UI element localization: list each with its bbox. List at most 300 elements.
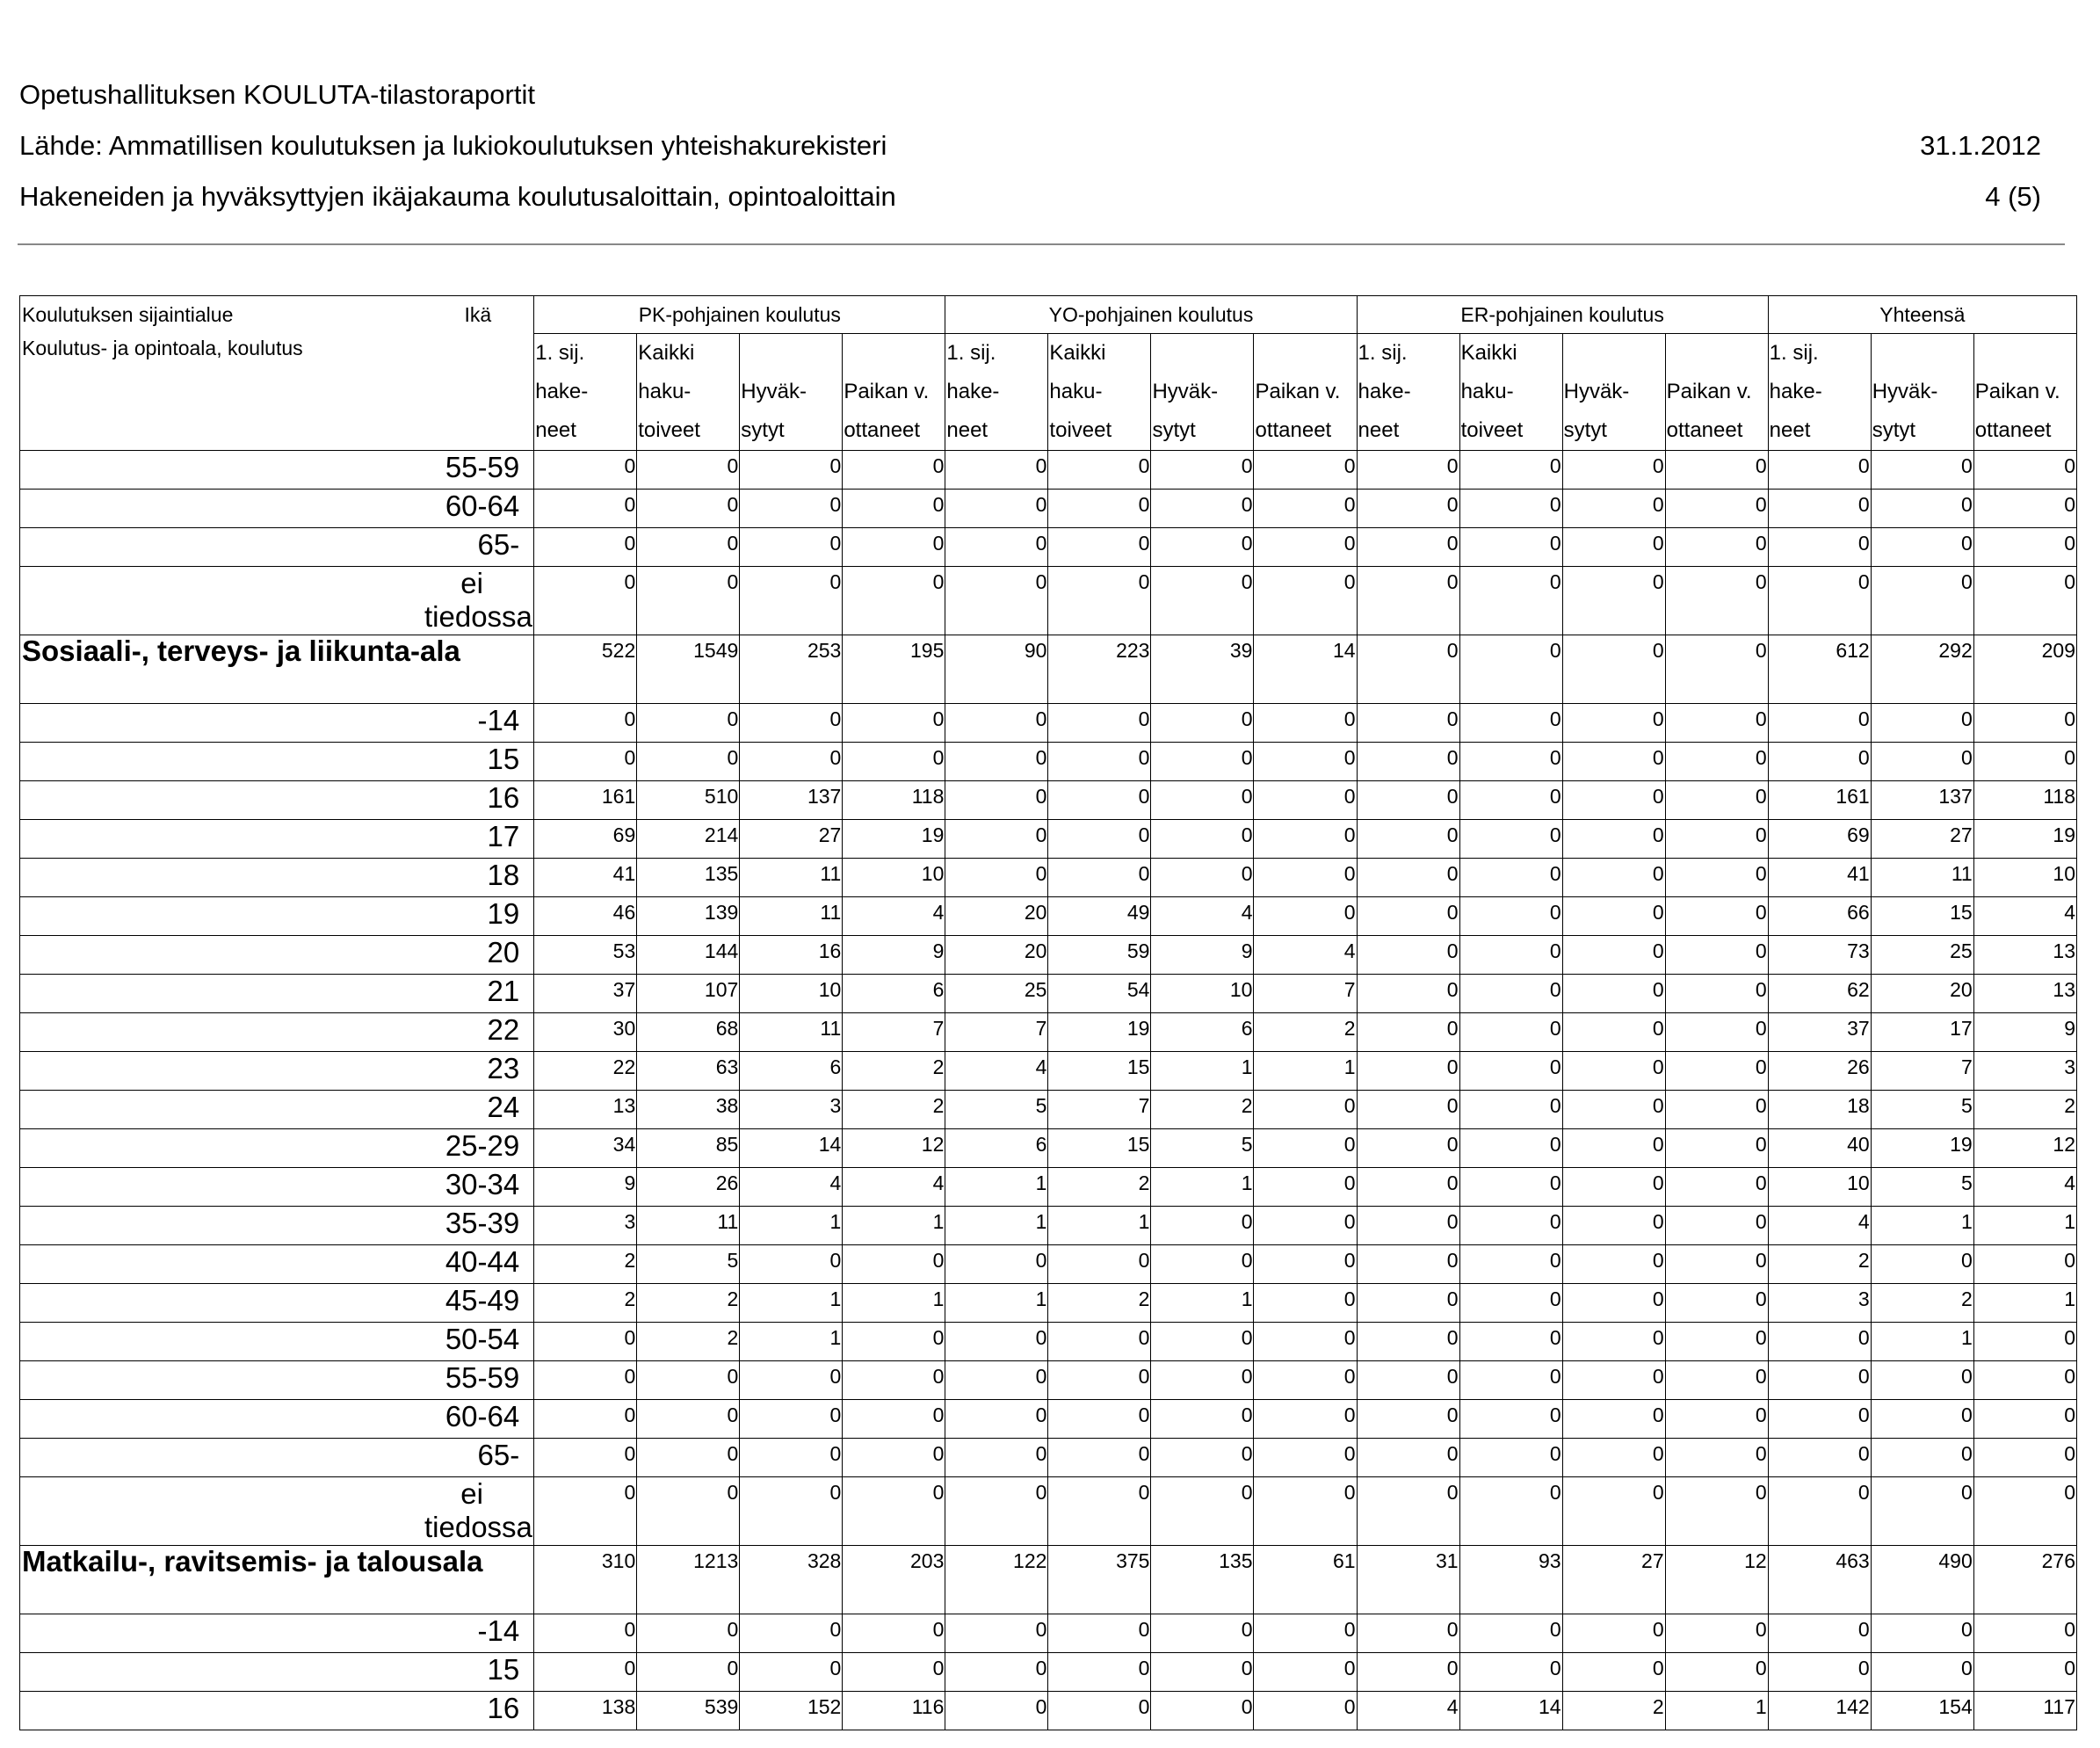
sub-header-paikan-ottaneet-line: Paikan v. — [1666, 380, 1752, 403]
table-row — [20, 1129, 2077, 1168]
value-cell: 0 — [1665, 1323, 1768, 1361]
value-cell: 0 — [1459, 1361, 1562, 1400]
value-cell: 20 — [945, 897, 1048, 936]
age-label: 65- — [20, 1439, 534, 1477]
value-cell: 0 — [637, 743, 740, 781]
value-cell: 25 — [945, 975, 1048, 1013]
value-cell: 510 — [637, 781, 740, 820]
value-cell: 161 — [1768, 781, 1871, 820]
value-cell: 0 — [740, 1400, 843, 1439]
report-table — [19, 295, 2077, 1730]
value-cell: 0 — [1459, 1439, 1562, 1477]
value-cell: 0 — [1151, 859, 1254, 897]
value-cell: 10 — [1973, 859, 2076, 897]
value-cell: 0 — [1562, 1361, 1665, 1400]
value-cell: 0 — [1151, 1361, 1254, 1400]
value-cell: 0 — [1768, 1400, 1871, 1439]
value-cell: 0 — [1665, 567, 1768, 635]
value-cell: 0 — [1562, 1052, 1665, 1091]
age-label: 16 — [20, 1692, 534, 1730]
value-cell: 10 — [1768, 1168, 1871, 1207]
value-cell: 1 — [740, 1207, 843, 1245]
value-cell: 0 — [1665, 704, 1768, 743]
value-cell: 0 — [1254, 1361, 1357, 1400]
value-cell: 0 — [1048, 1361, 1151, 1400]
value-cell: 0 — [1562, 1013, 1665, 1052]
value-cell: 6 — [740, 1052, 843, 1091]
sub-header-paikan-ottaneet — [843, 334, 945, 451]
value-cell: 2 — [534, 1245, 637, 1284]
value-cell: 0 — [843, 528, 945, 567]
value-cell: 122 — [945, 1546, 1048, 1614]
value-cell: 1 — [740, 1323, 843, 1361]
value-cell: 0 — [1459, 635, 1562, 704]
value-cell: 0 — [1151, 490, 1254, 528]
value-cell: 0 — [1151, 820, 1254, 859]
value-cell: 1 — [1151, 1284, 1254, 1323]
value-cell: 0 — [945, 490, 1048, 528]
value-cell: 3 — [740, 1091, 843, 1129]
value-cell: 0 — [1151, 451, 1254, 490]
value-cell: 2 — [1871, 1284, 1973, 1323]
value-cell: 1 — [1151, 1168, 1254, 1207]
header-divider — [18, 243, 2065, 245]
table-row — [20, 1284, 2077, 1323]
value-cell: 0 — [1768, 1323, 1871, 1361]
value-cell: 2 — [1768, 1245, 1871, 1284]
value-cell: 0 — [1665, 1129, 1768, 1168]
value-cell: 0 — [1048, 490, 1151, 528]
value-cell: 93 — [1459, 1546, 1562, 1614]
value-cell: 0 — [945, 743, 1048, 781]
value-cell: 0 — [843, 1361, 945, 1400]
value-cell: 138 — [534, 1692, 637, 1730]
value-cell: 137 — [740, 781, 843, 820]
sub-header-hakutoiveet-line: haku- — [1049, 380, 1103, 403]
sub-header-hakeneet-line: hake- — [535, 380, 589, 403]
value-cell: 0 — [1562, 528, 1665, 567]
value-cell: 0 — [1357, 451, 1459, 490]
value-cell: 0 — [740, 1653, 843, 1692]
value-cell: 0 — [1768, 1439, 1871, 1477]
value-cell: 0 — [1357, 1245, 1459, 1284]
value-cell: 9 — [534, 1168, 637, 1207]
value-cell: 0 — [740, 1439, 843, 1477]
value-cell: 0 — [1871, 451, 1973, 490]
value-cell: 0 — [1768, 1653, 1871, 1692]
value-cell: 0 — [1665, 743, 1768, 781]
value-cell: 209 — [1973, 635, 2076, 704]
value-cell: 0 — [534, 451, 637, 490]
value-cell: 0 — [843, 1439, 945, 1477]
value-cell: 154 — [1871, 1692, 1973, 1730]
value-cell: 4 — [1973, 1168, 2076, 1207]
value-cell: 1 — [1048, 1207, 1151, 1245]
value-cell: 0 — [637, 1653, 740, 1692]
value-cell: 0 — [1562, 1207, 1665, 1245]
age-label: ei tiedossa — [20, 567, 534, 635]
value-cell: 0 — [1871, 1653, 1973, 1692]
age-label: 30-34 — [20, 1168, 534, 1207]
value-cell: 0 — [945, 1245, 1048, 1284]
value-cell: 1 — [740, 1284, 843, 1323]
value-cell: 0 — [740, 1614, 843, 1653]
age-label: 19 — [20, 897, 534, 936]
age-label: 45-49 — [20, 1284, 534, 1323]
value-cell: 152 — [740, 1692, 843, 1730]
value-cell: 0 — [1151, 1207, 1254, 1245]
table-row — [20, 1323, 2077, 1361]
value-cell: 0 — [945, 451, 1048, 490]
group-header-yo: YO-pohjainen koulutus — [945, 296, 1357, 334]
sub-header-hakeneet-line: neet — [535, 418, 576, 442]
value-cell: 276 — [1973, 1546, 2076, 1614]
value-cell: 310 — [534, 1546, 637, 1614]
sub-header-paikan-ottaneet-line: Paikan v. — [1255, 380, 1341, 403]
value-cell: 0 — [1048, 567, 1151, 635]
value-cell: 15 — [1048, 1052, 1151, 1091]
value-cell: 4 — [1151, 897, 1254, 936]
value-cell: 0 — [1871, 567, 1973, 635]
value-cell: 161 — [534, 781, 637, 820]
age-label: 60-64 — [20, 1400, 534, 1439]
table-row — [20, 1692, 2077, 1730]
value-cell: 0 — [534, 1477, 637, 1546]
value-cell: 1 — [945, 1207, 1048, 1245]
table-body — [20, 451, 2077, 1730]
value-cell: 0 — [1048, 1323, 1151, 1361]
value-cell: 135 — [1151, 1546, 1254, 1614]
value-cell: 0 — [1871, 743, 1973, 781]
age-label: 55-59 — [20, 1361, 534, 1400]
age-label: 55-59 — [20, 451, 534, 490]
value-cell: 6 — [843, 975, 945, 1013]
value-cell: 139 — [637, 897, 740, 936]
value-cell: 0 — [534, 1439, 637, 1477]
value-cell: 0 — [1254, 1245, 1357, 1284]
value-cell: 0 — [945, 567, 1048, 635]
value-cell: 4 — [1357, 1692, 1459, 1730]
value-cell: 0 — [534, 567, 637, 635]
value-cell: 0 — [1665, 936, 1768, 975]
value-cell: 0 — [637, 567, 740, 635]
value-cell: 0 — [1665, 1477, 1768, 1546]
value-cell: 1 — [843, 1284, 945, 1323]
value-cell: 0 — [1973, 704, 2076, 743]
value-cell: 1 — [945, 1284, 1048, 1323]
value-cell: 0 — [1562, 1168, 1665, 1207]
table-row — [20, 1400, 2077, 1439]
value-cell: 0 — [1973, 1361, 2076, 1400]
value-cell: 0 — [1048, 1692, 1151, 1730]
value-cell: 0 — [1357, 1284, 1459, 1323]
value-cell: 0 — [843, 451, 945, 490]
sub-header-hakeneet-line: 1. sij. — [946, 341, 996, 365]
value-cell: 0 — [1254, 1653, 1357, 1692]
value-cell: 612 — [1768, 635, 1871, 704]
group-header-pk: PK-pohjainen koulutus — [534, 296, 945, 334]
group-header-er: ER-pohjainen koulutus — [1357, 296, 1768, 334]
value-cell: 0 — [1048, 1614, 1151, 1653]
value-cell: 137 — [1871, 781, 1973, 820]
value-cell: 0 — [1871, 528, 1973, 567]
value-cell: 0 — [1665, 1361, 1768, 1400]
value-cell: 0 — [534, 528, 637, 567]
value-cell: 0 — [1665, 1168, 1768, 1207]
value-cell: 4 — [843, 897, 945, 936]
value-cell: 0 — [1048, 1653, 1151, 1692]
value-cell: 0 — [945, 1361, 1048, 1400]
value-cell: 9 — [843, 936, 945, 975]
table-row — [20, 1207, 2077, 1245]
value-cell: 0 — [1254, 567, 1357, 635]
sub-header-hakeneet — [945, 334, 1048, 451]
value-cell: 34 — [534, 1129, 637, 1168]
value-cell: 0 — [1973, 490, 2076, 528]
table-row — [20, 743, 2077, 781]
value-cell: 0 — [1357, 1168, 1459, 1207]
value-cell: 0 — [1357, 1439, 1459, 1477]
value-cell: 0 — [1151, 1692, 1254, 1730]
value-cell: 0 — [1151, 1477, 1254, 1546]
value-cell: 12 — [1973, 1129, 2076, 1168]
age-label: -14 — [20, 704, 534, 743]
value-cell: 3 — [1973, 1052, 2076, 1091]
table-row — [20, 1091, 2077, 1129]
corner-line1: Koulutuksen sijaintialue — [22, 303, 234, 326]
value-cell: 203 — [843, 1546, 945, 1614]
value-cell: 0 — [1254, 704, 1357, 743]
value-cell: 0 — [1562, 1091, 1665, 1129]
age-label: 40-44 — [20, 1245, 534, 1284]
value-cell: 0 — [1357, 1323, 1459, 1361]
table-row — [20, 1653, 2077, 1692]
value-cell: 0 — [1459, 743, 1562, 781]
value-cell: 69 — [534, 820, 637, 859]
value-cell: 85 — [637, 1129, 740, 1168]
value-cell: 0 — [1768, 704, 1871, 743]
value-cell: 0 — [1254, 743, 1357, 781]
value-cell: 0 — [1254, 451, 1357, 490]
value-cell: 0 — [1254, 1129, 1357, 1168]
value-cell: 19 — [1048, 1013, 1151, 1052]
value-cell: 41 — [534, 859, 637, 897]
value-cell: 0 — [1871, 1245, 1973, 1284]
table-row — [20, 1168, 2077, 1207]
value-cell: 0 — [1459, 1013, 1562, 1052]
value-cell: 0 — [1151, 781, 1254, 820]
value-cell: 0 — [1973, 1245, 2076, 1284]
value-cell: 0 — [1357, 1361, 1459, 1400]
value-cell: 0 — [1254, 820, 1357, 859]
value-cell: 0 — [1048, 1439, 1151, 1477]
value-cell: 117 — [1973, 1692, 2076, 1730]
sub-header-hakutoiveet-line: toiveet — [1049, 418, 1112, 442]
value-cell: 59 — [1048, 936, 1151, 975]
value-cell: 0 — [1254, 859, 1357, 897]
value-cell: 0 — [1357, 859, 1459, 897]
age-label: 60-64 — [20, 490, 534, 528]
value-cell: 0 — [1665, 490, 1768, 528]
value-cell: 2 — [637, 1284, 740, 1323]
value-cell: 0 — [1048, 781, 1151, 820]
value-cell: 0 — [1973, 1400, 2076, 1439]
value-cell: 0 — [1871, 704, 1973, 743]
group-row — [20, 1546, 2077, 1614]
age-label: 65- — [20, 528, 534, 567]
value-cell: 0 — [740, 451, 843, 490]
value-cell: 195 — [843, 635, 945, 704]
value-cell: 0 — [637, 1439, 740, 1477]
value-cell: 19 — [1871, 1129, 1973, 1168]
sub-header-hyvaksytyt-line: sytyt — [1563, 418, 1607, 442]
value-cell: 0 — [1562, 743, 1665, 781]
age-label: 15 — [20, 743, 534, 781]
age-label: 25-29 — [20, 1129, 534, 1168]
age-label: ei tiedossa — [20, 1477, 534, 1546]
value-cell: 10 — [740, 975, 843, 1013]
value-cell: 1 — [1973, 1207, 2076, 1245]
value-cell: 12 — [1665, 1546, 1768, 1614]
value-cell: 0 — [1768, 490, 1871, 528]
value-cell: 14 — [1254, 635, 1357, 704]
table-row — [20, 1245, 2077, 1284]
value-cell: 375 — [1048, 1546, 1151, 1614]
value-cell: 0 — [1254, 897, 1357, 936]
value-cell: 118 — [1973, 781, 2076, 820]
value-cell: 522 — [534, 635, 637, 704]
value-cell: 135 — [637, 859, 740, 897]
value-cell: 0 — [1768, 1614, 1871, 1653]
value-cell: 0 — [1048, 1477, 1151, 1546]
value-cell: 0 — [945, 781, 1048, 820]
value-cell: 490 — [1871, 1546, 1973, 1614]
value-cell: 223 — [1048, 635, 1151, 704]
value-cell: 0 — [945, 1692, 1048, 1730]
value-cell: 0 — [1562, 567, 1665, 635]
table-row — [20, 451, 2077, 490]
value-cell: 0 — [1973, 1439, 2076, 1477]
table-row — [20, 528, 2077, 567]
value-cell: 0 — [1562, 820, 1665, 859]
value-cell: 6 — [945, 1129, 1048, 1168]
value-cell: 0 — [1151, 1439, 1254, 1477]
value-cell: 0 — [1151, 1653, 1254, 1692]
value-cell: 0 — [945, 820, 1048, 859]
value-cell: 26 — [1768, 1052, 1871, 1091]
value-cell: 0 — [740, 567, 843, 635]
value-cell: 0 — [1562, 635, 1665, 704]
report-source: Lähde: Ammatillisen koulutuksen ja lukiokoulutuksen yhteishakurekisteri — [19, 130, 887, 161]
value-cell: 4 — [1254, 936, 1357, 975]
value-cell: 0 — [1973, 1614, 2076, 1653]
value-cell: 20 — [1871, 975, 1973, 1013]
sub-header-hyvaksytyt-line: sytyt — [741, 418, 785, 442]
value-cell: 69 — [1768, 820, 1871, 859]
value-cell: 90 — [945, 635, 1048, 704]
value-cell: 0 — [534, 704, 637, 743]
value-cell: 15 — [1048, 1129, 1151, 1168]
value-cell: 0 — [1357, 567, 1459, 635]
sub-header-paikan-ottaneet — [1665, 334, 1768, 451]
group-header-total: Yhteensä — [1768, 296, 2076, 334]
value-cell: 4 — [740, 1168, 843, 1207]
table-row — [20, 820, 2077, 859]
value-cell: 11 — [637, 1207, 740, 1245]
value-cell: 0 — [1459, 975, 1562, 1013]
value-cell: 0 — [1562, 781, 1665, 820]
sub-header-hakeneet — [534, 334, 637, 451]
value-cell: 0 — [945, 1400, 1048, 1439]
value-cell: 2 — [534, 1284, 637, 1323]
value-cell: 0 — [843, 1323, 945, 1361]
value-cell: 0 — [1151, 743, 1254, 781]
sub-header-hakeneet-line: 1. sij. — [535, 341, 585, 365]
value-cell: 26 — [637, 1168, 740, 1207]
value-cell: 0 — [1665, 820, 1768, 859]
value-cell: 0 — [1768, 567, 1871, 635]
value-cell: 0 — [1768, 1361, 1871, 1400]
value-cell: 0 — [1459, 1245, 1562, 1284]
value-cell: 0 — [534, 1400, 637, 1439]
value-cell: 16 — [740, 936, 843, 975]
value-cell: 0 — [1973, 743, 2076, 781]
table-row — [20, 1477, 2077, 1546]
sub-header-hakutoiveet — [1048, 334, 1151, 451]
value-cell: 0 — [740, 490, 843, 528]
value-cell: 0 — [1254, 1692, 1357, 1730]
value-cell: 7 — [945, 1013, 1048, 1052]
value-cell: 0 — [1665, 1245, 1768, 1284]
value-cell: 2 — [1973, 1091, 2076, 1129]
value-cell: 0 — [740, 528, 843, 567]
value-cell: 0 — [1665, 451, 1768, 490]
value-cell: 0 — [1151, 567, 1254, 635]
value-cell: 1 — [1151, 1052, 1254, 1091]
value-cell: 142 — [1768, 1692, 1871, 1730]
sub-header-hakutoiveet-line: Kaikki — [1460, 341, 1517, 365]
value-cell: 0 — [1562, 1284, 1665, 1323]
value-cell: 37 — [1768, 1013, 1871, 1052]
value-cell: 7 — [1048, 1091, 1151, 1129]
value-cell: 0 — [1665, 781, 1768, 820]
value-cell: 13 — [1973, 936, 2076, 975]
age-label: 20 — [20, 936, 534, 975]
value-cell: 0 — [1459, 1129, 1562, 1168]
value-cell: 0 — [1357, 528, 1459, 567]
value-cell: 2 — [843, 1091, 945, 1129]
age-label: 21 — [20, 975, 534, 1013]
value-cell: 31 — [1357, 1546, 1459, 1614]
value-cell: 0 — [1562, 1614, 1665, 1653]
value-cell: 41 — [1768, 859, 1871, 897]
value-cell: 0 — [1459, 704, 1562, 743]
value-cell: 539 — [637, 1692, 740, 1730]
value-cell: 0 — [843, 1400, 945, 1439]
value-cell: 62 — [1768, 975, 1871, 1013]
value-cell: 63 — [637, 1052, 740, 1091]
value-cell: 0 — [1357, 975, 1459, 1013]
value-cell: 4 — [945, 1052, 1048, 1091]
value-cell: 46 — [534, 897, 637, 936]
value-cell: 19 — [1973, 820, 2076, 859]
sub-header-hakeneet-line: 1. sij. — [1769, 341, 1819, 365]
value-cell: 27 — [740, 820, 843, 859]
value-cell: 0 — [1459, 1091, 1562, 1129]
value-cell: 0 — [1254, 781, 1357, 820]
value-cell: 0 — [1459, 859, 1562, 897]
value-cell: 1 — [945, 1168, 1048, 1207]
